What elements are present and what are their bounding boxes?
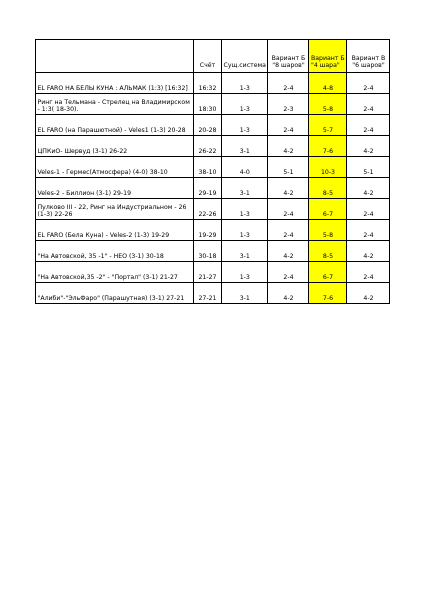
variant-b-8-cell: 2-4 <box>268 199 309 220</box>
match-name-cell: Пулково III - 22, Ринг на Индустриальном - 26 (1-3) 22-26 <box>36 199 194 220</box>
current-system-cell: 1-3 <box>222 262 268 283</box>
variant-b-4-cell: 4-8 <box>309 73 347 94</box>
match-name-cell: Veles-2 - Биллион (3-1) 29-19 <box>36 178 194 199</box>
variant-b-4-cell: 6-7 <box>309 199 347 220</box>
header-row <box>36 40 390 73</box>
results-table <box>35 39 390 304</box>
variant-v-6-cell: 4-2 <box>347 178 390 199</box>
match-name-cell: Ринг на Тельмана - Стрелец на Владимирском - 1:3( 18-30). <box>36 94 194 115</box>
header-cell-variant-b-8: Вариант Б "8 шаров" <box>268 40 309 73</box>
table-row <box>36 115 390 136</box>
variant-b-4-cell: 5-8 <box>309 220 347 241</box>
variant-b-8-cell: 4-2 <box>268 283 309 304</box>
table-row <box>36 178 390 199</box>
current-system-cell: 1-3 <box>222 115 268 136</box>
table-row <box>36 157 390 178</box>
variant-v-6-cell: 4-2 <box>347 241 390 262</box>
table-row <box>36 73 390 94</box>
current-system-cell: 1-3 <box>222 220 268 241</box>
score-cell: 30-18 <box>194 241 222 262</box>
variant-v-6-cell: 2-4 <box>347 262 390 283</box>
variant-b-4-cell: 5-7 <box>309 115 347 136</box>
variant-v-6-cell: 2-4 <box>347 199 390 220</box>
score-cell: 18:30 <box>194 94 222 115</box>
table-row <box>36 199 390 220</box>
variant-b-8-cell: 5-1 <box>268 157 309 178</box>
match-name-cell: EL FARO (на Парашютной) - Veles1 (1-3) 20-28 <box>36 115 194 136</box>
match-name-cell: EL FARO (Бела Куна) - Veles-2 (1-3) 19-29 <box>36 220 194 241</box>
variant-b-8-cell: 2-4 <box>268 220 309 241</box>
match-name-cell: "Алиби"-"ЭльФаро" (Парашутная) (3-1) 27-21 <box>36 283 194 304</box>
current-system-cell: 3-1 <box>222 178 268 199</box>
variant-b-4-cell: 8-5 <box>309 178 347 199</box>
score-cell: 16:32 <box>194 73 222 94</box>
score-cell: 26-22 <box>194 136 222 157</box>
current-system-cell: 1-3 <box>222 73 268 94</box>
variant-v-6-cell: 4-2 <box>347 136 390 157</box>
variant-b-8-cell: 2-4 <box>268 73 309 94</box>
match-name-cell: Veles-1 - Гермес(Атмосфера) (4-0) 38-10 <box>36 157 194 178</box>
current-system-cell: 4-0 <box>222 157 268 178</box>
variant-b-4-cell: 6-7 <box>309 262 347 283</box>
current-system-cell: 3-1 <box>222 283 268 304</box>
table-row <box>36 283 390 304</box>
variant-v-6-cell: 2-4 <box>347 220 390 241</box>
match-name-cell: ЦПКиО- Шервуд (3-1) 26-22 <box>36 136 194 157</box>
table-row <box>36 262 390 283</box>
variant-v-6-cell: 5-1 <box>347 157 390 178</box>
current-system-cell: 3-1 <box>222 136 268 157</box>
variant-v-6-cell: 2-4 <box>347 73 390 94</box>
table-row <box>36 136 390 157</box>
variant-b-8-cell: 4-2 <box>268 178 309 199</box>
match-name-cell: "На Автовской, 35 -1" - НЕО (3-1) 30-18 <box>36 241 194 262</box>
header-cell-name <box>36 40 194 73</box>
variant-b-8-cell: 2-4 <box>268 262 309 283</box>
variant-v-6-cell: 4-2 <box>347 283 390 304</box>
score-cell: 27-21 <box>194 283 222 304</box>
score-cell: 19-29 <box>194 220 222 241</box>
variant-b-4-cell: 7-6 <box>309 136 347 157</box>
variant-b-8-cell: 2-3 <box>268 94 309 115</box>
score-cell: 21-27 <box>194 262 222 283</box>
variant-b-4-cell: 8-5 <box>309 241 347 262</box>
variant-b-4-cell: 5-8 <box>309 94 347 115</box>
current-system-cell: 3-1 <box>222 241 268 262</box>
score-cell: 38-10 <box>194 157 222 178</box>
match-name-cell: EL FARO НА БЕЛЫ КУНА : АЛЬМАК (1:3) [16:32] <box>36 73 194 94</box>
table-row <box>36 241 390 262</box>
current-system-cell: 1-3 <box>222 94 268 115</box>
variant-b-4-cell: 10-3 <box>309 157 347 178</box>
current-system-cell: 1-3 <box>222 199 268 220</box>
table-row <box>36 94 390 115</box>
header-cell-variant-b-4: Вариант Б "4 шара" <box>309 40 347 73</box>
score-cell: 29-19 <box>194 178 222 199</box>
table-row <box>36 220 390 241</box>
variant-b-4-cell: 7-6 <box>309 283 347 304</box>
variant-b-8-cell: 4-2 <box>268 136 309 157</box>
score-cell: 22-26 <box>194 199 222 220</box>
header-cell-variant-v-6: Вариант В "6 шаров" <box>347 40 390 73</box>
variant-v-6-cell: 2-4 <box>347 94 390 115</box>
variant-b-8-cell: 2-4 <box>268 115 309 136</box>
header-cell-current-system: Сущ.система <box>222 40 268 73</box>
variant-b-8-cell: 4-2 <box>268 241 309 262</box>
match-name-cell: "На Автовской,35 -2" - "Портал" (3-1) 21-27 <box>36 262 194 283</box>
score-cell: 20-28 <box>194 115 222 136</box>
variant-v-6-cell: 2-4 <box>347 115 390 136</box>
header-cell-score: Счёт <box>194 40 222 73</box>
